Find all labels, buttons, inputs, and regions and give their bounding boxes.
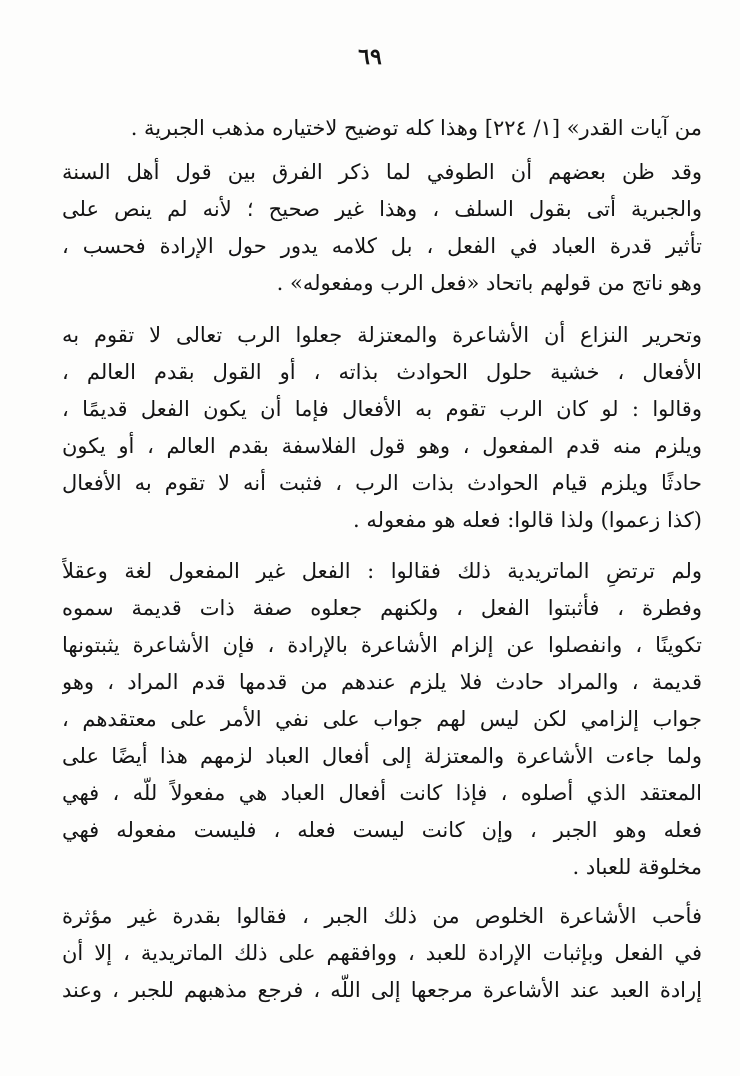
text-line: تأثير قدرة العباد في الفعل ، بل كلامه يدور حول الإرادة فحسب ، [62, 234, 702, 258]
text-line: حادثًا ويلزم قيام الحوادث بذات الرب ، فثبت أنه لا تقوم به الأفعال [62, 471, 702, 495]
text-line: وقالوا : لو كان الرب تقوم به الأفعال فإما أن يكون الفعل قديمًا ، [62, 397, 702, 421]
paragraph-1 [62, 110, 702, 147]
text-line: إرادة العبد عند الأشاعرة مرجعها إلى اللّه ، فرجع مذهبهم للجبر ، وعند [62, 978, 702, 1002]
text-line: وهو ناتج من قولهم باتحاد «فعل الرب ومفعوله» . [276, 271, 702, 295]
text-line: فعله وهو الجبر ، وإن كانت ليست فعله ، فليست مفعوله فهي [62, 818, 702, 842]
text-line: فأحب الأشاعرة الخلوص من ذلك الجبر ، فقالوا بقدرة غير مؤثرة [62, 904, 702, 928]
text-line: قديمة ، والمراد حادث فلا يلزم عندهم من قدمها قدم المراد ، وهو [62, 670, 702, 694]
text-line: (كذا زعموا) ولذا قالوا: فعله هو مفعوله . [353, 508, 702, 532]
text-line: وفطرة ، فأثبتوا الفعل ، ولكنهم جعلوه صفة ذات قديمة سموه [62, 596, 702, 620]
text-line: من آيات القدر» [١/ ٢٢٤] وهذا كله توضيح لاختياره مذهب الجبرية . [130, 116, 702, 140]
text-line: ويلزم منه قدم المفعول ، وهو قول الفلاسفة بقدم العالم ، أو يكون [62, 434, 702, 458]
text-line: تكوينًا ، وانفصلوا عن إلزام الأشاعرة بالإرادة ، فإن الأشاعرة يثبتونها [62, 633, 702, 657]
paragraph-5 [62, 898, 702, 1009]
page-number: ٦٩ [358, 44, 382, 70]
text-line: المعتقد الذي أصلوه ، فإذا كانت أفعال العباد هي مفعولاً للّه ، فهي [62, 781, 702, 805]
text-line: ولما جاءت الأشاعرة والمعتزلة إلى أفعال العباد لزمهم هذا أيضًا على [62, 744, 702, 768]
paragraph-2 [62, 154, 702, 302]
paragraph-4 [62, 553, 702, 886]
text-line: مخلوقة للعباد . [572, 855, 702, 879]
text-line: الأفعال ، خشية حلول الحوادث بذاته ، أو القول بقدم العالم ، [62, 360, 702, 384]
text-line: وتحرير النزاع أن الأشاعرة والمعتزلة جعلوا الرب تعالى لا تقوم به [62, 323, 702, 347]
text-line: في الفعل وبإثبات الإرادة للعبد ، ووافقهم على ذلك الماتريدية ، إلا أن [62, 941, 702, 965]
text-line: جواب إلزامي لكن ليس لهم جواب على نفي الأمر على معتقدهم ، [62, 707, 702, 731]
text-line: والجبرية أتى بقول السلف ، وهذا غير صحيح ؛ لأنه لم ينص على [62, 197, 702, 221]
text-line: وقد ظن بعضهم أن الطوفي لما ذكر الفرق بين قول أهل السنة [62, 160, 702, 184]
paragraph-3 [62, 317, 702, 539]
text-line: ولم ترتضِ الماتريدية ذلك فقالوا : الفعل غير المفعول لغة وعقلاً [62, 559, 702, 583]
